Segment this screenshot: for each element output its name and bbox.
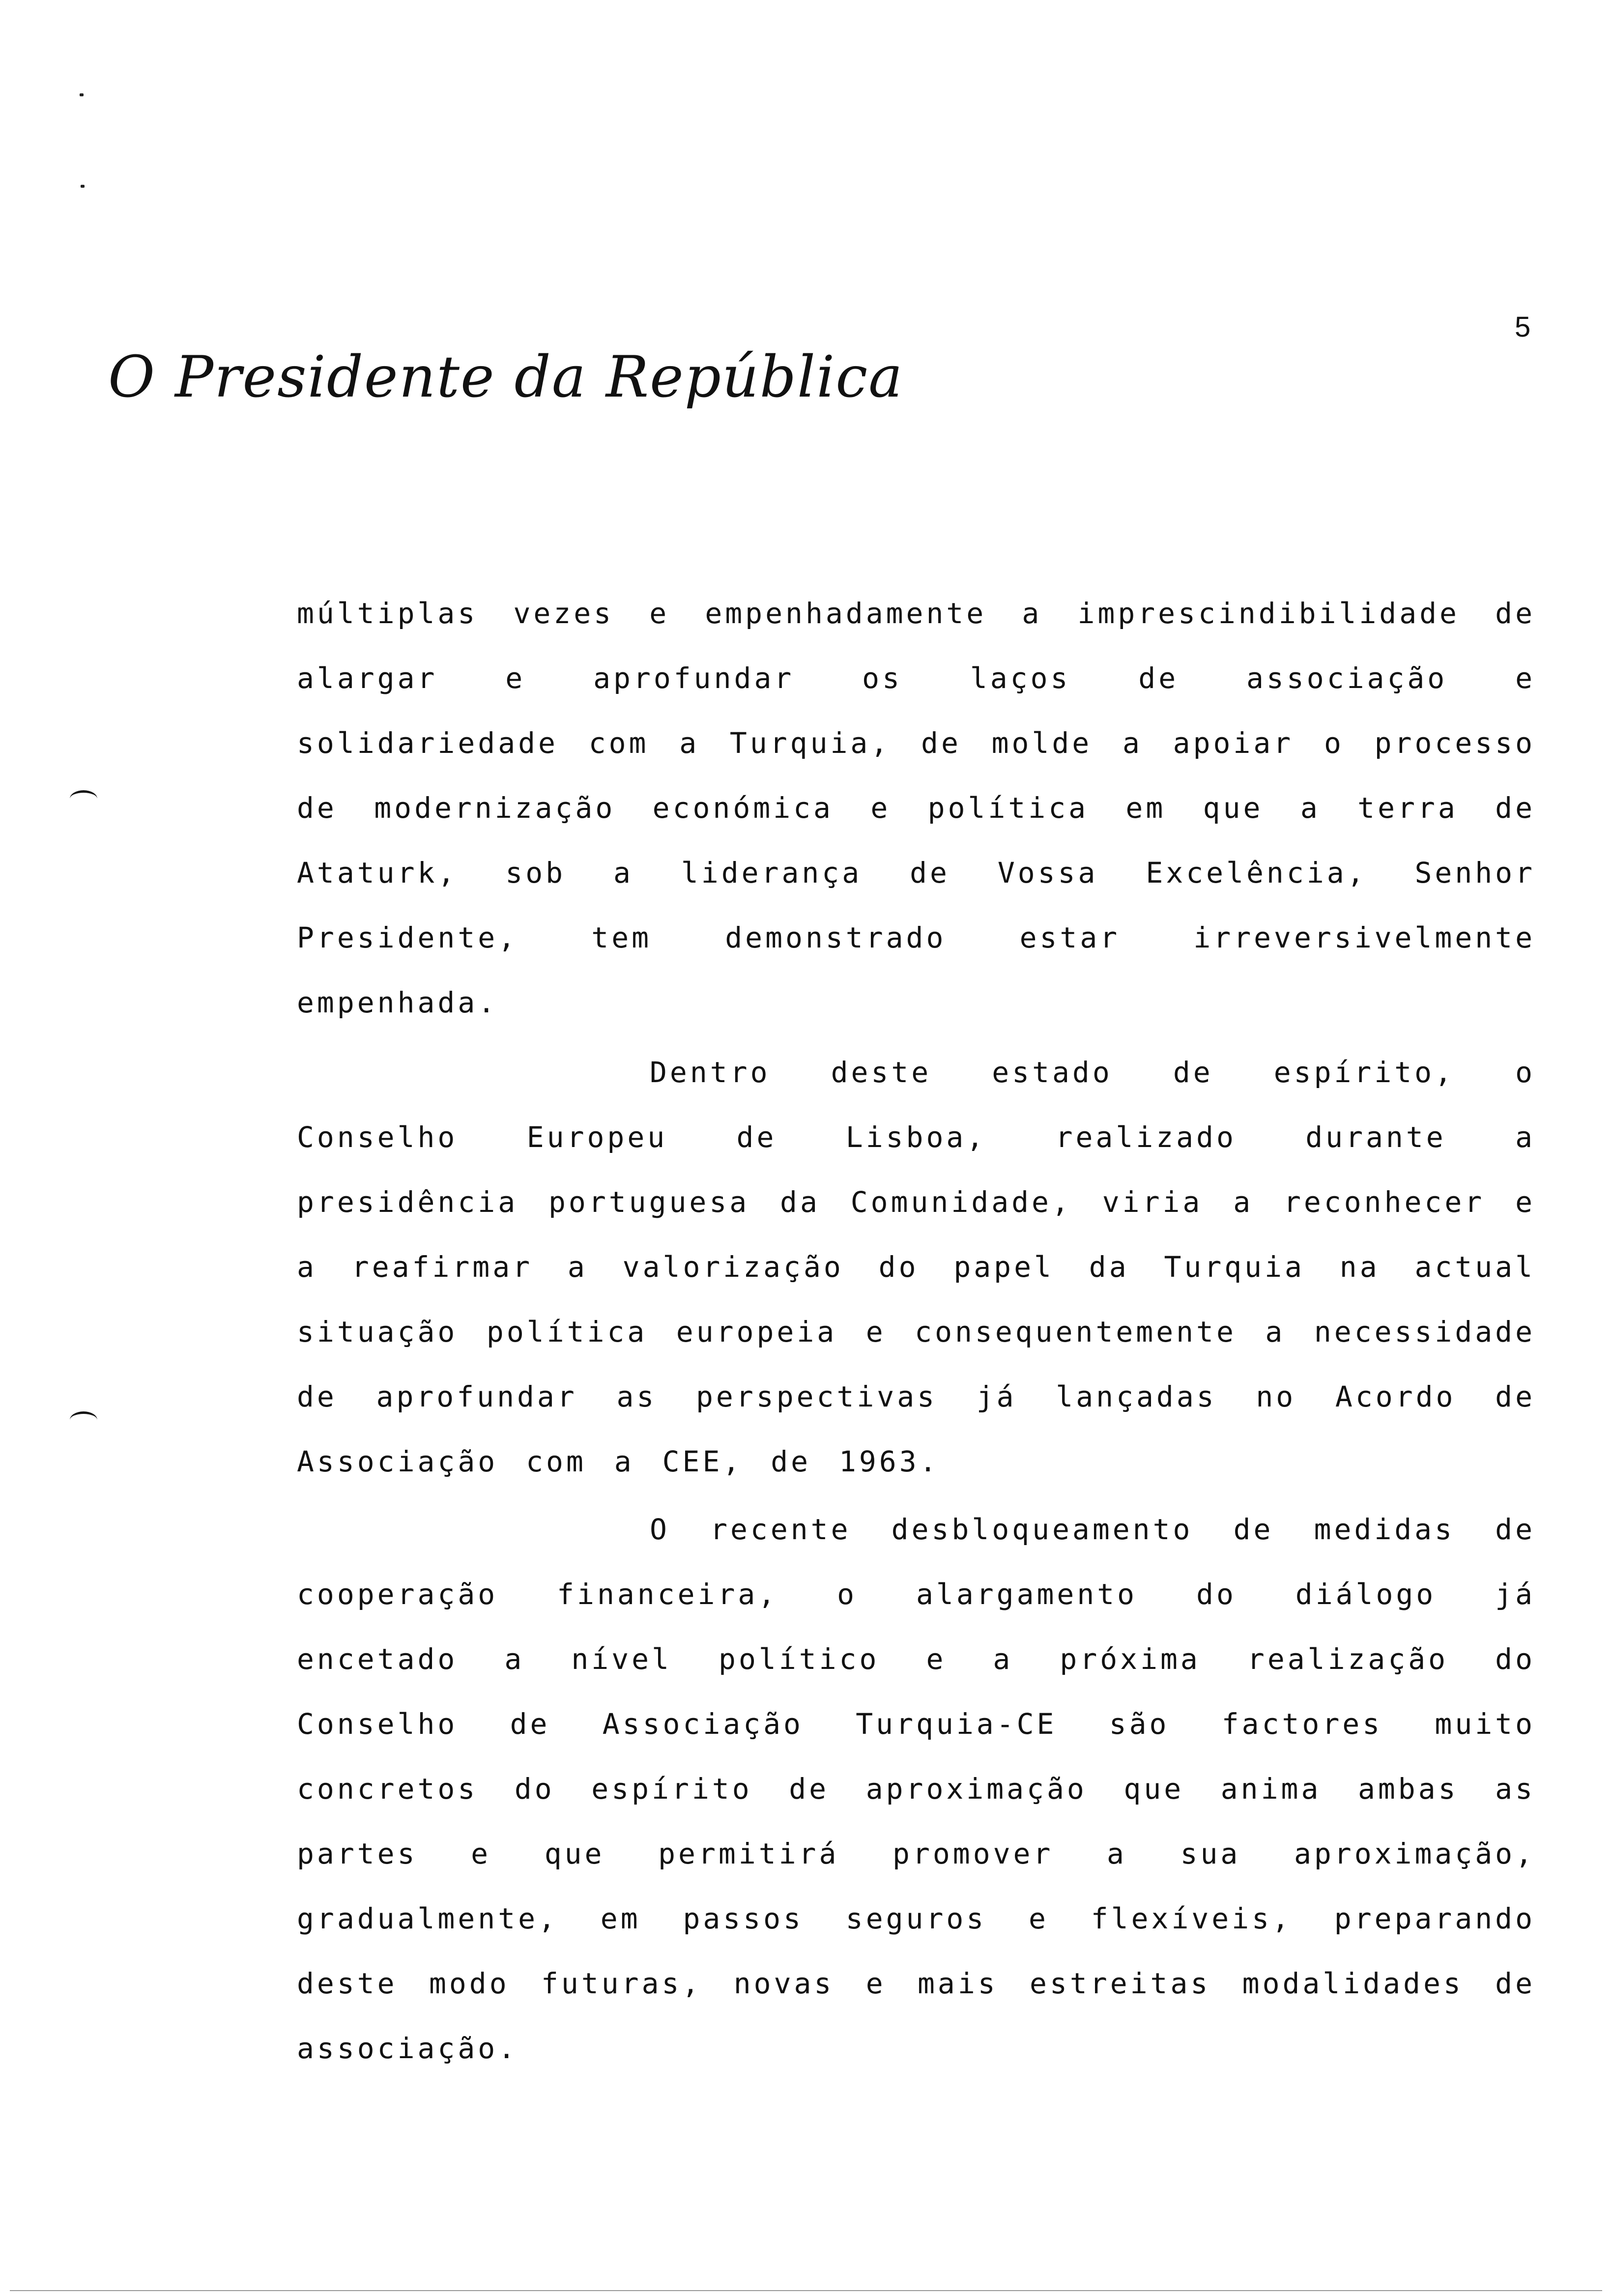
body-paragraph: múltiplas vezes e empenhadamente a imprescindibilidade de alargar e aprofundar os laços de associação e solidariedade com a Turquia, de molde a apoiar o processo de modernização económica e política em que a terra de Ataturk, sob a liderança de Vossa Excelência, Senhor Presidente, tem demonstrado estar irreversivelmente empenhada. — [297, 597, 1535, 1019]
letterhead-title: O Presidente da República — [108, 344, 904, 410]
body-paragraph: O recente desbloqueamento de medidas de cooperação financeira, o alargamento do diálogo já encetado a nível político e a próxima realização do Conselho de Associação Turquia-CE são factores muito concretos do espírito de aproximação que anima ambas as partes e que permitirá promover a sua aproximação, gradualmente, em passos seguros e flexíveis, preparando deste modo futuras, novas e mais estreitas modalidades de associação. — [297, 1513, 1535, 2065]
scan-speck — [80, 93, 84, 96]
body-paragraph: Dentro deste estado de espírito, o Conselho Europeu de Lisboa, realizado durante a presidência portuguesa da Comunidade, viria a reconhecer e a reafirmar a valorização do papel da Turquia na actual situação política europeia e consequentemente a necessidade de aprofundar as perspectivas já lançadas no Acordo de Associação com a CEE, de 1963. — [297, 1056, 1535, 1478]
page-bottom-edge — [10, 2290, 1602, 2291]
page-number: 5 — [1515, 311, 1531, 343]
punch-hole-mark — [70, 1411, 97, 1429]
punch-hole-mark — [70, 790, 97, 807]
scan-speck — [81, 185, 85, 188]
